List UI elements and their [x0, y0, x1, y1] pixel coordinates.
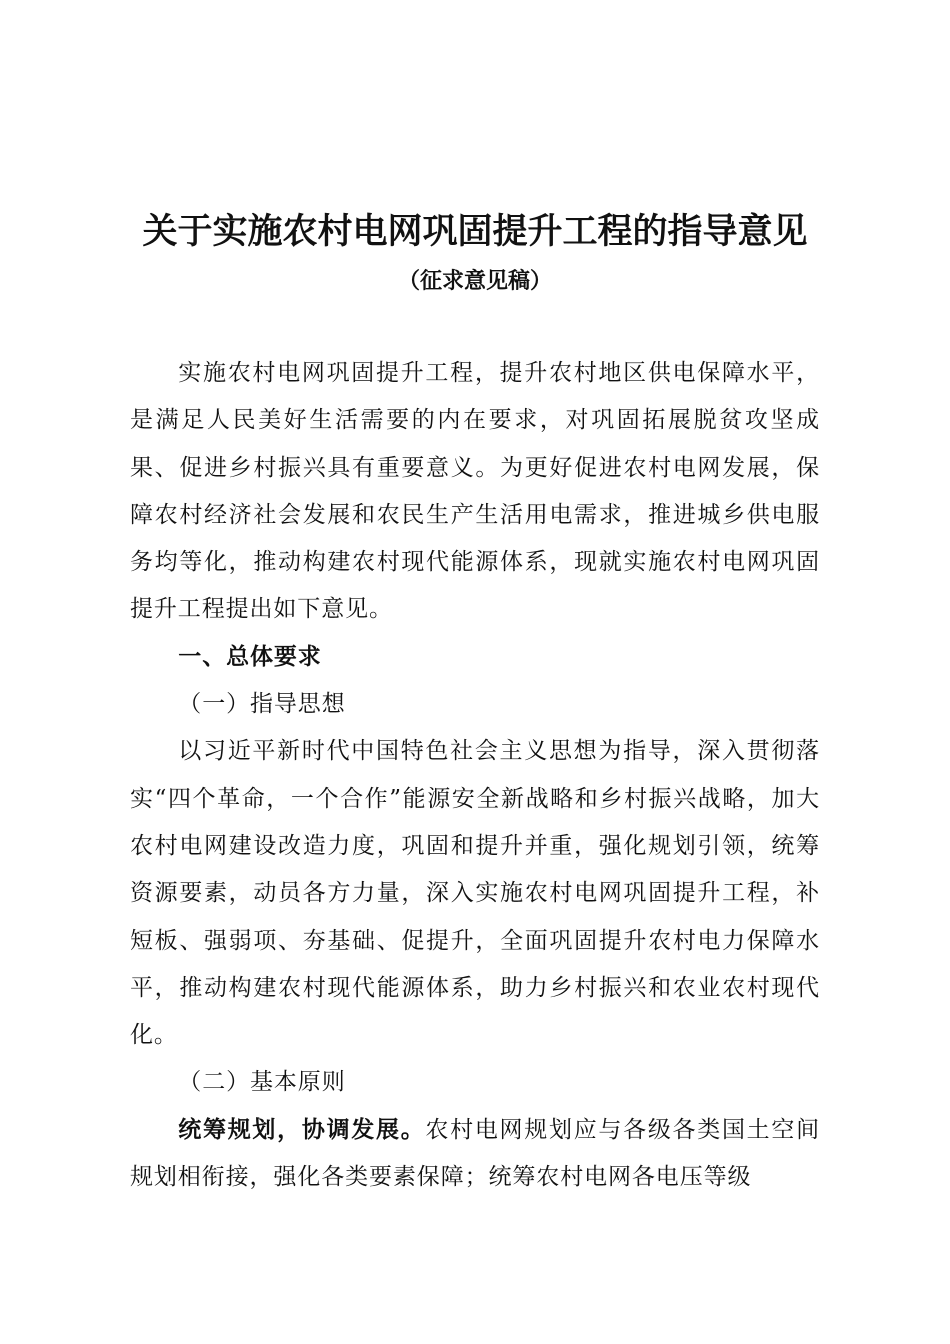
document-subtitle: （征求意见稿）: [397, 269, 552, 294]
subsection-heading-basic-principles: （二）基本原则: [178, 1069, 346, 1096]
subsection-heading-guiding-ideology: （一）指导思想: [178, 691, 346, 718]
principle-paragraph: [130, 1107, 820, 1202]
intro-paragraph: 实施农村电网巩固提升工程，提升农村地区供电保障水平，是满足人民美好生活需要的内在要求，对巩固拓展脱贫攻坚成果、促进乡村振兴具有重要意义。为更好促进农村电网发展，保障农村经济社会发展和农民生产生活用电需求，推进城乡供电服务均等化，推动构建农村现代能源体系，现就实施农村电网巩固提升工程提出如下意见。: [130, 360, 820, 623]
document-title: 关于实施农村电网巩固提升工程的指导意见: [142, 211, 808, 252]
principle-lead: 统筹规划，协调发展。: [178, 1116, 426, 1143]
section-heading-general-requirements: 一、总体要求: [178, 643, 322, 670]
principle-text: 农村电网规划应与各级各类国土空间规划相衔接，强化各类要素保障；统筹农村电网各电压等级: [130, 1116, 820, 1191]
guiding-ideology-paragraph: 以习近平新时代中国特色社会主义思想为指导，深入贯彻落实“四个革命，一个合作”能源安全新战略和乡村振兴战略，加大农村电网建设改造力度，巩固和提升并重，强化规划引领，统筹资源要素，动员各方力量，深入实施农村电网巩固提升工程，补短板、强弱项、夯基础、促提升，全面巩固提升农村电力保障水平，推动构建农村现代能源体系，助力乡村振兴和农业农村现代化。: [130, 738, 820, 1049]
document-body: [130, 350, 820, 1201]
